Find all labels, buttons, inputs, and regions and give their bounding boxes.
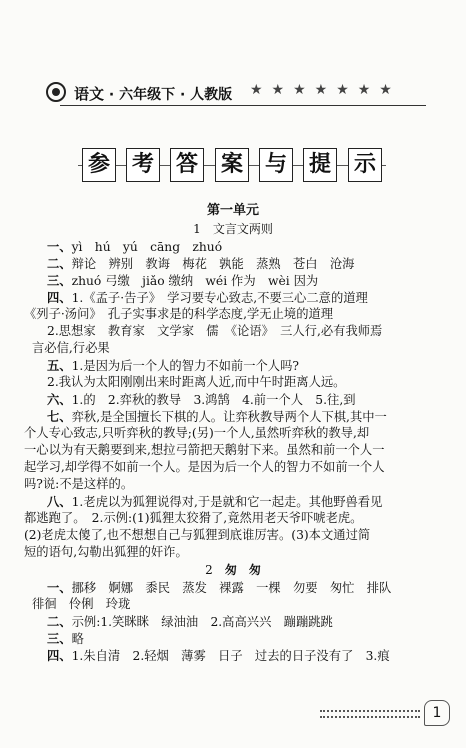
banner-char: 答 bbox=[170, 148, 204, 182]
question-label: 二、 bbox=[47, 614, 72, 629]
unit-title: 第一单元 bbox=[206, 203, 259, 218]
grade: 六年级下 bbox=[119, 87, 176, 103]
answer-text: 起学习,却学得不如前一个人。是因为后一个人的智力不如前一个人 bbox=[24, 460, 385, 474]
answer-line bbox=[24, 442, 442, 459]
answer-line bbox=[24, 408, 442, 425]
book-header bbox=[46, 82, 426, 108]
answer-line bbox=[24, 476, 442, 493]
edition: 人教版 bbox=[190, 87, 233, 103]
lesson-title bbox=[24, 220, 442, 238]
answer-text: 《列子·汤问》 孔子实事求是的科学态度,学无止境的道理 bbox=[24, 307, 334, 321]
question-label: 六、 bbox=[47, 392, 72, 407]
answer-line bbox=[24, 425, 442, 442]
question-label: 四、 bbox=[47, 290, 72, 305]
answer-line bbox=[24, 238, 442, 255]
answer-line bbox=[24, 255, 442, 272]
answer-line bbox=[24, 596, 442, 613]
answer-line bbox=[24, 527, 442, 544]
answer-line bbox=[24, 374, 442, 391]
question-label: 二、 bbox=[47, 256, 72, 271]
answer-text: 短的语句,勾勒出狐狸的奸诈。 bbox=[24, 545, 188, 559]
lesson-title bbox=[24, 561, 442, 579]
answer-text: zhuó 弓缴 jiǎo 缴纳 wéi 作为 wèi 因为 bbox=[71, 274, 319, 288]
answer-line bbox=[24, 630, 442, 647]
subject: 语文 bbox=[74, 85, 105, 103]
circle-icon bbox=[46, 82, 66, 102]
lesson-number: 2 bbox=[205, 563, 213, 577]
answer-line bbox=[24, 340, 442, 357]
title-separator: · bbox=[179, 87, 186, 103]
answer-banner bbox=[82, 148, 382, 184]
lesson-number: 1 bbox=[193, 222, 201, 236]
lesson-name: 匆 匆 bbox=[224, 563, 261, 577]
answer-text: 1.朱自清 2.轻烟 薄雾 日子 过去的日子没有了 3.痕 bbox=[71, 649, 390, 663]
answer-line bbox=[24, 391, 442, 408]
header-rule bbox=[60, 105, 426, 106]
banner-char: 示 bbox=[348, 148, 382, 182]
answer-text: 一心以为有天鹅要到来,想拉弓箭把天鹅射下来。虽然和前一个人一 bbox=[24, 443, 385, 457]
answer-text: 略 bbox=[71, 632, 84, 646]
title-separator: · bbox=[108, 87, 115, 103]
answer-text: 辩论 辨别 教诲 梅花 孰能 蒸熟 苍白 沧海 bbox=[71, 257, 355, 271]
question-label: 三、 bbox=[47, 631, 72, 646]
banner-char: 与 bbox=[259, 148, 293, 182]
answer-line bbox=[24, 579, 442, 596]
answer-line bbox=[24, 272, 442, 289]
answer-text: 2.思想家 教育家 文学家 儒 《论语》 三人行,必有我师焉 bbox=[47, 324, 383, 338]
answer-line bbox=[24, 323, 442, 340]
answer-line bbox=[24, 544, 442, 561]
answer-line bbox=[24, 357, 442, 374]
answer-text: yì hú yú cāng zhuó bbox=[71, 240, 223, 254]
answer-text: 1.的 2.弈秋的教导 3.鸿鹄 4.前一个人 5.往,到 bbox=[71, 393, 356, 407]
answer-content bbox=[24, 200, 442, 664]
answer-text: 挪移 婀娜 黍民 蒸发 裸露 一棵 勿要 匆忙 排队 bbox=[71, 581, 392, 595]
answer-line bbox=[24, 510, 442, 527]
footer-dots bbox=[320, 716, 420, 718]
answer-text: 弈秋,是全国擅长下棋的人。让弈秋教导两个人下棋,其中一 bbox=[71, 410, 387, 424]
question-label: 一、 bbox=[47, 580, 72, 595]
answer-line bbox=[24, 459, 442, 476]
page-number: 1 bbox=[424, 700, 450, 726]
answer-line bbox=[24, 613, 442, 630]
question-label: 四、 bbox=[47, 648, 72, 663]
lesson-name: 文言文两则 bbox=[212, 222, 273, 236]
answer-line bbox=[24, 306, 442, 323]
answer-text: 吗?说:不是这样的。 bbox=[24, 477, 134, 491]
answer-text: 言必信,行必果 bbox=[32, 341, 110, 355]
star-icons: ★★★★★★★ bbox=[250, 82, 401, 98]
banner-char: 提 bbox=[303, 148, 337, 182]
answer-text: 1.《孟子·告子》 学习要专心致志,不要三心二意的道理 bbox=[71, 291, 368, 305]
question-label: 三、 bbox=[47, 273, 72, 288]
answer-text: (2)老虎太傻了,也不想想自己与狐狸到底谁厉害。(3)本文通过简 bbox=[24, 528, 371, 542]
question-label: 五、 bbox=[47, 358, 72, 373]
footer-dots bbox=[320, 710, 420, 712]
answer-text: 个人专心致志,只听弈秋的教导;(另)一个人,虽然听弈秋的教导,却 bbox=[24, 426, 370, 440]
answer-text: 徘徊 伶俐 玲珑 bbox=[32, 597, 131, 611]
book-title bbox=[74, 83, 232, 104]
answer-text: 1.老虎以为狐狸说得对,于是就和它一起走。其他野兽看见 bbox=[71, 495, 383, 509]
banner-char: 案 bbox=[215, 148, 249, 182]
banner-char: 参 bbox=[82, 148, 116, 182]
answer-text: 1.是因为后一个人的智力不如前一个人吗? bbox=[71, 359, 299, 373]
answer-text: 示例:1.笑眯眯 绿油油 2.高高兴兴 蹦蹦跳跳 bbox=[71, 615, 333, 629]
answer-text: 都逃跑了。 2.示例:(1)狐狸太狡猾了,竟然用老天爷吓唬老虎。 bbox=[24, 511, 363, 525]
banner-char: 考 bbox=[126, 148, 160, 182]
answer-line bbox=[24, 289, 442, 306]
question-label: 八、 bbox=[47, 494, 72, 509]
question-label: 一、 bbox=[47, 239, 72, 254]
answer-text: 2.我认为太阳刚刚出来时距离人近,而中午时距离人远。 bbox=[47, 375, 346, 389]
answer-line bbox=[24, 647, 442, 664]
question-label: 七、 bbox=[47, 409, 72, 424]
answer-line bbox=[24, 493, 442, 510]
